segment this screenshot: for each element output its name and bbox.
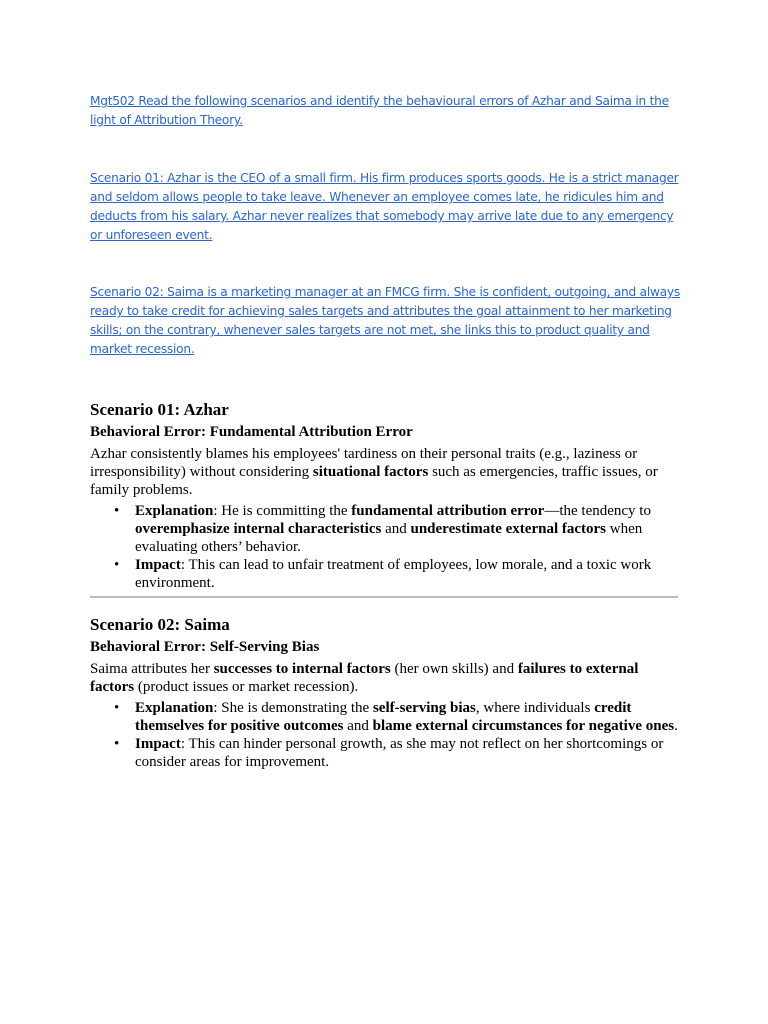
assignment-prompt-link[interactable]: Mgt502 Read the following scenarios and identify the behavioural errors of Azhar and Saima in the light of Attribution Theory. <box>90 94 669 127</box>
behavioral-error-heading: Behavioral Error: Fundamental Attribution Error <box>90 424 413 440</box>
document-page <box>90 92 680 771</box>
bullet-list <box>90 699 680 771</box>
section-title: Scenario 01: Azhar <box>90 400 229 419</box>
bullet-explanation: • Explanation: She is demonstrating the self-serving bias, where individuals credit themselves for positive outcomes and blame external circumstances for negative ones. <box>135 699 680 735</box>
section-title: Scenario 02: Saima <box>90 615 230 634</box>
analysis-paragraph: Azhar consistently blames his employees' tardiness on their personal traits (e.g., laziness or irresponsibility) without considering situational factors such as emergencies, traffic issues, or family problems. <box>90 446 658 498</box>
analysis-paragraph: Saima attributes her successes to internal factors (her own skills) and failures to external factors (product issues or market recession). <box>90 661 639 695</box>
behavioral-error-heading: Behavioral Error: Self-Serving Bias <box>90 639 320 655</box>
bullet-impact: • Impact: This can lead to unfair treatment of employees, low morale, and a toxic work environment. <box>135 556 680 592</box>
bullet-explanation: • Explanation: He is committing the fundamental attribution error—the tendency to overemphasize internal characteristics and underestimate external factors when evaluating others’ behavior. <box>135 502 680 556</box>
section-divider <box>90 596 678 598</box>
bullet-list <box>90 502 680 592</box>
scenario-01-link[interactable]: Scenario 01: Azhar is the CEO of a small firm. His firm produces sports goods. He is a strict manager and seldom allows people to take leave. Whenever an employee comes late, he ridicules him and deducts from his salary. Azhar never realizes that somebody may arrive late due to any emergency or unforeseen event. <box>90 171 679 242</box>
bullet-impact: • Impact: This can hinder personal growth, as she may not reflect on her shortcomings or consider areas for improvement. <box>135 735 680 771</box>
scenario-02-link[interactable]: Scenario 02: Saima is a marketing manager at an FMCG firm. She is confident, outgoing, and always ready to take credit for achieving sales targets and attributes the goal attainment to her marketing skills; on the contrary, whenever sales targets are not met, she links this to product quality and market recession. <box>90 285 680 356</box>
section-scenario-01 <box>90 399 680 592</box>
section-scenario-02 <box>90 614 680 771</box>
